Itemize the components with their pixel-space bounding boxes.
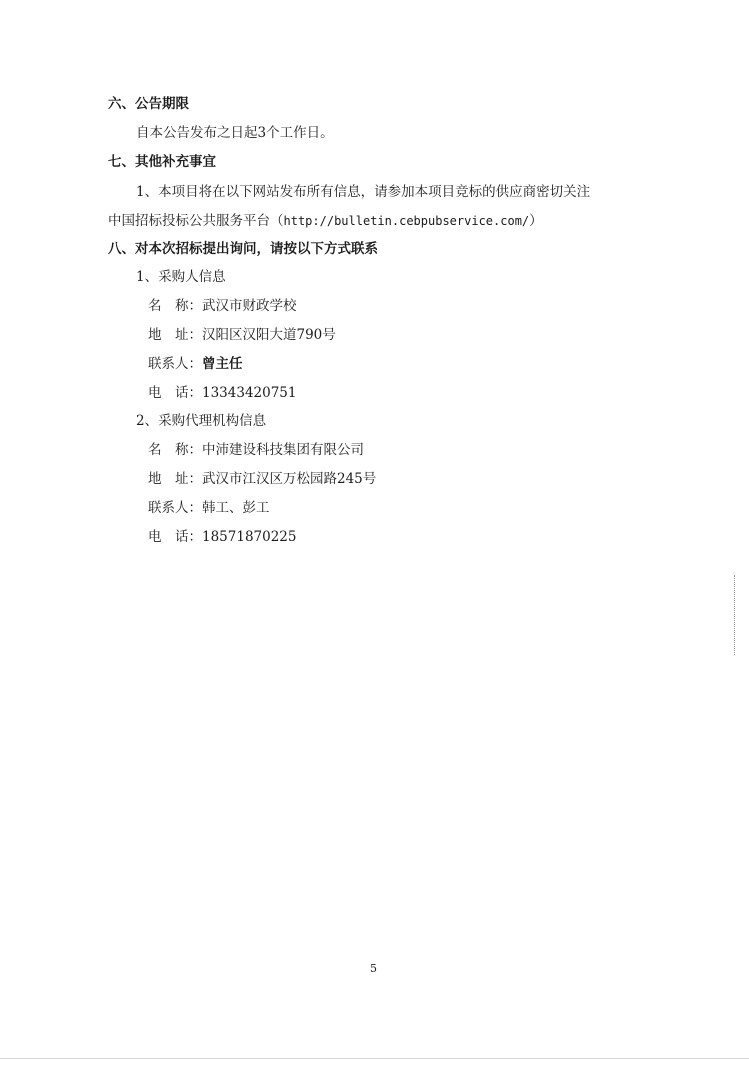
platform-url: http://bulletin.cebpubservice.com/ <box>283 214 530 228</box>
section-6-body: 自本公告发布之日起3个工作日。 <box>136 125 334 141</box>
purchaser-phone-row <box>148 384 296 402</box>
purchaser-contact-row <box>148 355 243 373</box>
agency-contact-label: 联系人： <box>148 500 202 516</box>
purchaser-name-label: 名 称： <box>148 298 202 314</box>
agency-contact: 韩工、彭工 <box>202 500 270 516</box>
purchaser-contact-label: 联系人： <box>148 356 202 372</box>
scan-bottom-edge <box>0 1058 749 1059</box>
section-8-heading: 八、对本次招标提出询问，请按以下方式联系 <box>108 241 378 257</box>
agency-address-label: 地 址： <box>148 471 202 487</box>
purchaser-address: 汉阳区汉阳大道790号 <box>202 327 336 343</box>
seal-edge-mark <box>734 575 749 655</box>
closing-paren: ） <box>529 213 543 229</box>
section-7-heading: 七、其他补充事宜 <box>108 154 216 170</box>
page-number: 5 <box>370 962 377 975</box>
purchaser-name-row <box>148 297 297 315</box>
agency-phone-row <box>148 528 296 546</box>
purchaser-name: 武汉市财政学校 <box>202 298 297 314</box>
agency-phone: 18571870225 <box>202 529 297 545</box>
agency-phone-label: 电 话： <box>148 529 202 545</box>
agency-address-row <box>148 470 376 488</box>
platform-name: 中国招标投标公共服务平台（ <box>108 213 284 229</box>
section-7-line2 <box>108 212 543 230</box>
agency-address: 武汉市江汉区万松园路245号 <box>202 471 377 487</box>
agency-name-row <box>148 441 364 459</box>
agency-title: 2、采购代理机构信息 <box>136 413 267 429</box>
agency-contact-row <box>148 499 270 517</box>
section-7-line1: 1、本项目将在以下网站发布所有信息，请参加本项目竞标的供应商密切关注 <box>136 184 591 200</box>
purchaser-address-row <box>148 326 336 344</box>
purchaser-contact: 曾主任 <box>202 356 243 372</box>
section-6-heading: 六、公告期限 <box>108 96 189 112</box>
purchaser-title: 1、采购人信息 <box>136 269 226 285</box>
purchaser-address-label: 地 址： <box>148 327 202 343</box>
agency-name: 中沛建设科技集团有限公司 <box>202 442 364 458</box>
purchaser-phone-label: 电 话： <box>148 385 202 401</box>
agency-name-label: 名 称： <box>148 442 202 458</box>
purchaser-phone: 13343420751 <box>202 385 297 401</box>
